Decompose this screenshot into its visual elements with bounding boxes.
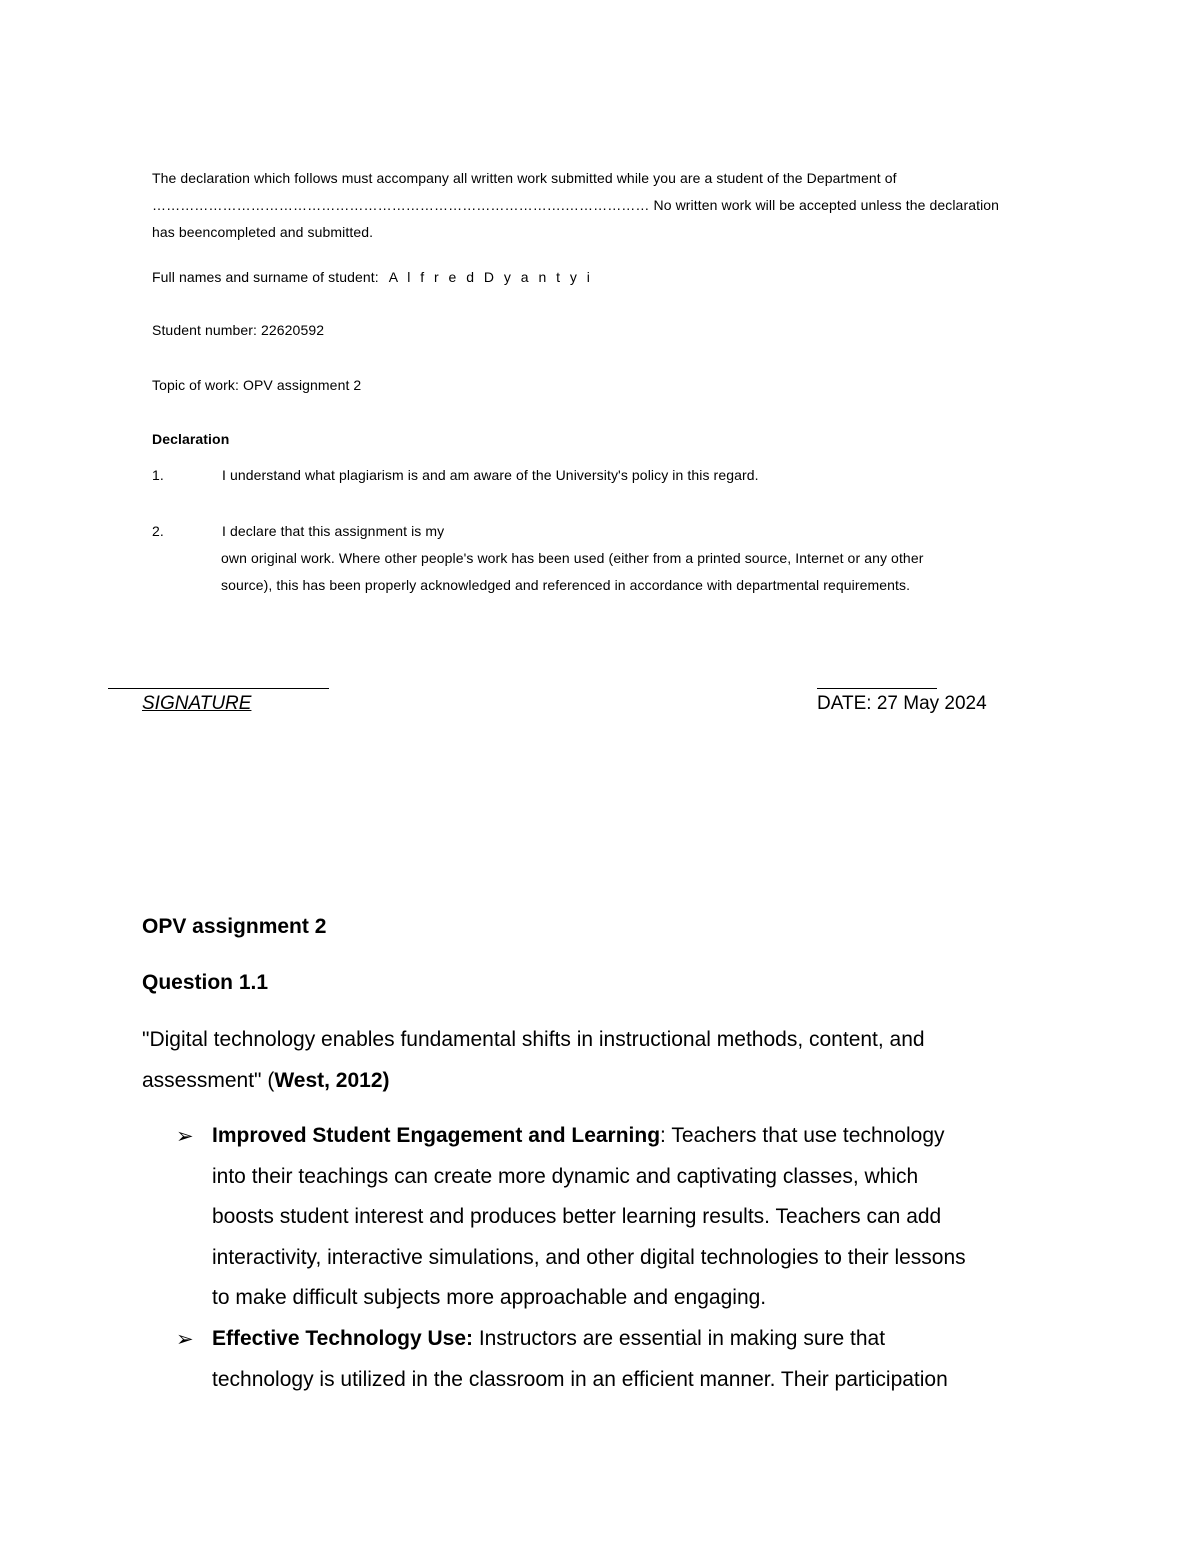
declaration-item-2-line-3: source), this has been properly acknowledged and referenced in accordance with departmental requirements. [221, 577, 911, 593]
bullet-1-line-2: into their teachings can create more dynamic and captivating classes, which [212, 1164, 919, 1188]
bullet-1-line-4: interactivity, interactive simulations, and other digital technologies to their lessons [212, 1245, 966, 1269]
declaration-heading: Declaration [152, 431, 230, 447]
signature-line [108, 688, 329, 689]
bullet-2-lead: Instructors are essential in making sure that [473, 1327, 886, 1350]
declaration-item-2-line-2: own original work. Where other people's work has been used (either from a printed source, Internet or any other [221, 550, 924, 566]
bullet-1-title: Improved Student Engagement and Learning [212, 1124, 661, 1147]
quote-line-2-text: assessment" ( [142, 1069, 275, 1092]
declaration-item-2-number: 2. [152, 523, 164, 539]
bullet-1-line-5: to make difficult subjects more approachable and engaging. [212, 1286, 767, 1310]
bullet-1-lead: : Teachers that use technology [660, 1124, 945, 1147]
quote-line-1: "Digital technology enables fundamental shifts in instructional methods, content, and [142, 1028, 925, 1051]
student-number-value: 22620592 [261, 322, 325, 338]
date-label: DATE: [817, 693, 872, 714]
full-names-label: Full names and surname of student: [152, 269, 379, 285]
assignment-title: OPV assignment 2 [142, 915, 327, 938]
bullet-2-line-2: technology is utilized in the classroom in an efficient manner. Their participation [212, 1367, 948, 1391]
arrow-bullet-icon: ➢ [176, 1328, 194, 1351]
bullet-item-1 [212, 1116, 1072, 1319]
department-dots: …………………………………………………………………………….……………… [152, 197, 650, 213]
intro-line-2-text: No written work will be accepted unless the declaration [653, 197, 1000, 213]
full-names-row [152, 269, 593, 285]
student-number-row [152, 322, 324, 338]
declaration-item-1-number: 1. [152, 467, 164, 483]
student-number-label: Student number: [152, 322, 258, 338]
bullet-2-line-1 [212, 1319, 1072, 1360]
intro-line-2 [152, 197, 999, 213]
signature-label: SIGNATURE [142, 693, 252, 714]
topic-value: OPV assignment 2 [243, 377, 362, 393]
bullet-2-title: Effective Technology Use: [212, 1327, 474, 1350]
topic-label: Topic of work: [152, 377, 239, 393]
question-heading: Question 1.1 [142, 971, 269, 994]
intro-line-1: The declaration which follows must accompany all written work submitted while you are a student of the Department of [152, 170, 897, 186]
date-row [817, 693, 987, 715]
full-names-value: A l f r e d D y a n t y i [388, 269, 593, 285]
declaration-item-2-line-1: I declare that this assignment is my [222, 523, 445, 539]
quote-line-2 [142, 1069, 390, 1093]
arrow-bullet-icon: ➢ [176, 1125, 194, 1148]
declaration-item-1-text: I understand what plagiarism is and am aware of the University's policy in this regard. [222, 467, 759, 483]
intro-line-3: has beencompleted and submitted. [152, 224, 374, 240]
topic-row [152, 377, 361, 393]
bullet-1-line-1 [212, 1116, 1072, 1157]
date-line [817, 688, 937, 689]
date-value: 27 May 2024 [876, 693, 987, 714]
bullet-1-line-3: boosts student interest and produces better learning results. Teachers can add [212, 1205, 942, 1229]
quote-citation: West, 2012) [274, 1069, 390, 1092]
bullet-item-2 [212, 1319, 1072, 1400]
